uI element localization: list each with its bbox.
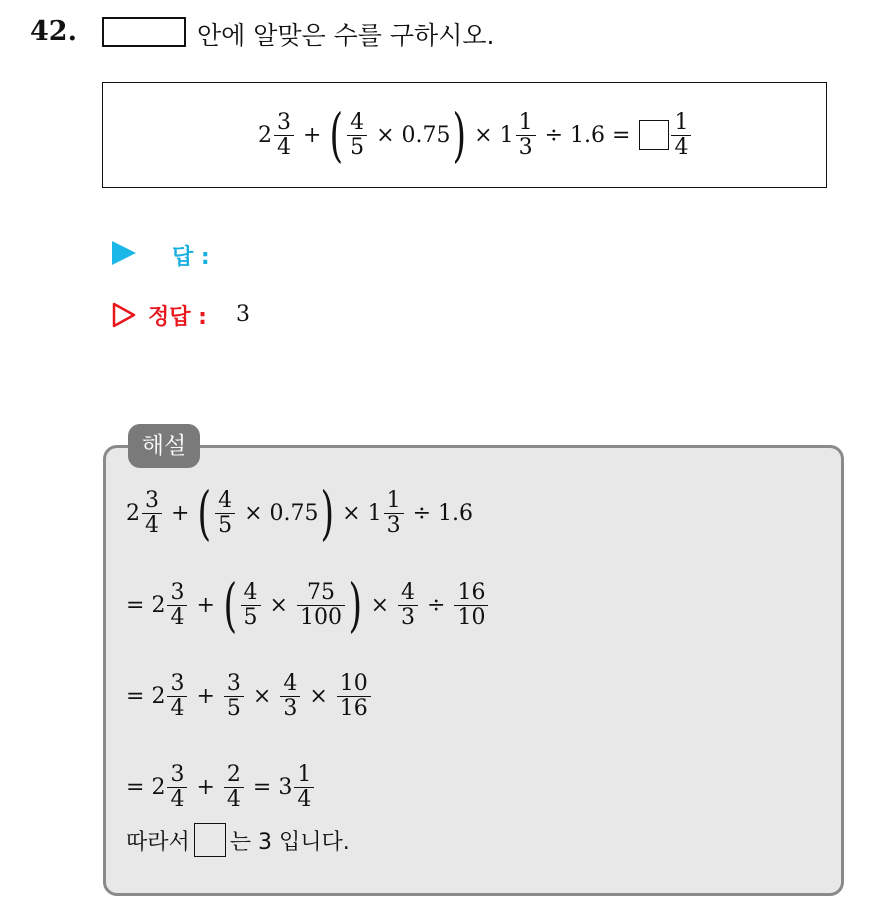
conclusion-text-before: 따라서 [126,829,190,855]
whole-number: 2 [151,774,166,800]
fraction: $\frac{3}{4}$ [142,489,162,536]
correct-answer-value: 3 [236,302,250,327]
question-number: 42. [30,16,77,47]
decimal-number: 1.6 [570,122,606,148]
fraction: $\frac{3}{4}$ [167,672,187,719]
fraction: $\frac{2}{4}$ [224,763,244,810]
fraction: $\frac{16}{10}$ [454,581,488,628]
equals-operator: = [252,774,272,800]
fraction: $\frac{10}{16}$ [337,672,371,719]
fraction: $\frac{4}{5}$ [215,489,235,536]
times-operator: × [269,592,288,618]
fraction: $\frac{4}{3}$ [280,672,300,719]
correct-triangle-outline-icon [112,302,136,328]
conclusion-text-after: 는 3 입니다. [229,829,350,855]
fraction: $\frac{4}{5}$ [241,581,261,628]
solution-line-1 [126,480,473,546]
fraction: $\frac{4}{3}$ [398,581,418,628]
correct-answer-label: 정답 : [148,305,207,330]
whole-number: 2 [258,122,272,148]
times-operator: × [342,500,361,526]
plus-operator: + [303,122,322,148]
fraction: $\frac{1}{4}$ [671,111,691,158]
solution-tag: 해설 [128,424,200,468]
solution-line-3 [126,663,373,729]
decimal-number: 0.75 [269,500,319,526]
whole-number: 3 [278,774,293,800]
whole-number: 2 [151,592,166,618]
times-operator: × [376,122,395,148]
fraction: $\frac{4}{5}$ [347,111,367,158]
blank-square [194,823,226,857]
whole-number: 1 [367,500,382,526]
right-paren: ) [320,479,334,547]
plus-operator: + [196,683,215,709]
divide-operator: ÷ [427,592,446,618]
equals-operator: = [126,592,145,618]
left-paren: ( [223,571,237,639]
times-operator: × [370,592,390,618]
fraction: $\frac{3}{4}$ [167,581,187,628]
solution-line-4 [126,754,316,820]
right-paren: ) [348,571,363,639]
times-operator: × [309,683,328,709]
whole-number: 2 [126,500,140,526]
right-paren: ) [452,101,466,169]
whole-number: 1 [499,122,514,148]
decimal-number: 0.75 [401,122,451,148]
fraction: $\frac{1}{3}$ [516,111,536,158]
fraction: $\frac{1}{4}$ [294,763,314,810]
plus-operator: + [196,592,215,618]
fraction: $\frac{1}{3}$ [384,489,404,536]
solution-conclusion [126,818,350,862]
answer-triangle-icon [112,241,136,265]
times-operator: × [252,683,272,709]
equals-operator: = [126,774,145,800]
solution-line-2 [126,572,490,638]
plus-operator: + [196,774,215,800]
fraction: $\frac{75}{100}$ [297,581,345,628]
blank-square [639,120,669,150]
fraction: $\frac{3}{4}$ [274,111,294,158]
left-paren: ( [329,101,344,169]
times-operator: × [474,122,493,148]
plus-operator: + [171,500,190,526]
equals-operator: = [126,683,145,709]
divide-operator: ÷ [544,122,564,148]
decimal-number: 1.6 [438,500,474,526]
answer-label: 답 : [172,245,210,270]
question-text: 안에 알맞은 수를 구하시오. [197,21,495,50]
times-operator: × [244,500,263,526]
fraction: $\frac{3}{4}$ [167,763,187,810]
divide-operator: ÷ [412,500,432,526]
left-paren: ( [197,479,212,547]
whole-number: 2 [151,683,166,709]
equals-operator: = [612,122,631,148]
fraction: $\frac{3}{5}$ [224,672,244,719]
problem-equation [258,102,693,168]
answer-blank-box [102,17,186,47]
